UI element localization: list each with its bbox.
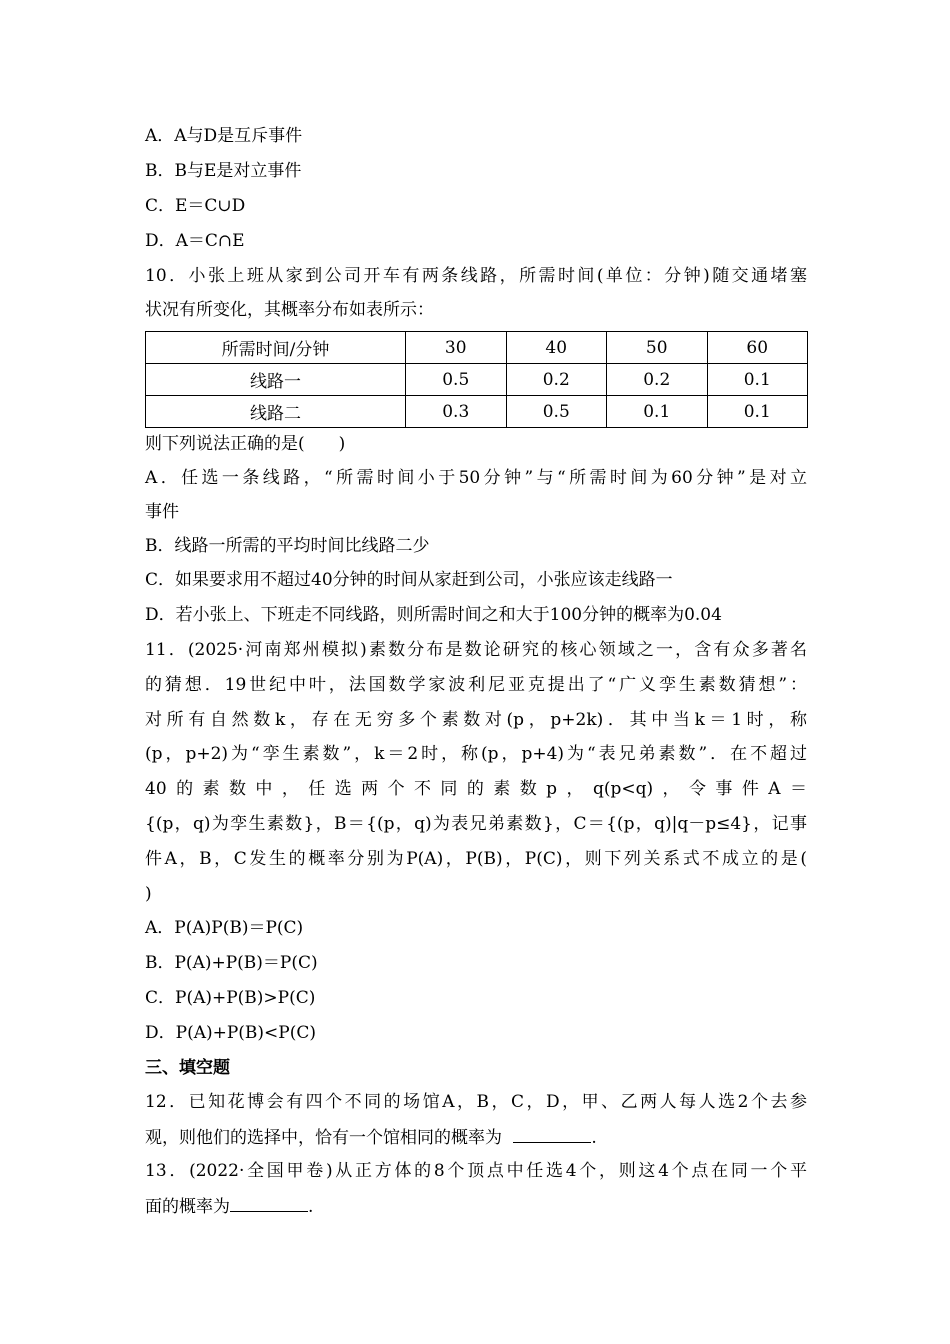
table-cell: 0.2 [607,364,708,396]
q11-line7: 件A，B，C发生的概率分别为P(A)，P(B)，P(C)，则下列关系式不成立的是( [145,849,807,869]
answer-blank[interactable] [513,1124,591,1143]
table-cell: 0.5 [506,396,607,428]
table-row [146,364,808,396]
q11-option-b: B．P(A)+P(B)＝P(C) [145,953,318,973]
q12-line2-text: 观，则他们的选择中，恰有一个馆相同的概率为 [145,1128,502,1148]
table-cell: 线路二 [146,396,406,428]
q10-option-d: D．若小张上、下班走不同线路，则所需时间之和大于100分钟的概率为0.04 [145,605,722,625]
q11-option-c: C．P(A)+P(B)>P(C) [145,988,316,1008]
table-header-cell: 60 [707,332,808,364]
table-cell: 0.1 [607,396,708,428]
q13-line2-text: 面的概率为 [145,1197,230,1217]
q11-line3: 对所有自然数k，存在无穷多个素数对(p，p+2k)．其中当k＝1时，称 [145,710,807,730]
q10-option-c: C．如果要求用不超过40分钟的时间从家赶到公司，小张应该走线路一 [145,570,673,590]
q11-line4: (p，p+2)为“孪生素数”，k＝2时，称(p，p+4)为“表兄弟素数”．在不超过 [145,744,807,764]
q11-line8: ) [145,884,152,904]
q11-line6: {(p，q)为孪生素数}，B＝{(p，q)为表兄弟素数}，C＝{(p，q)|q－p≤4}，记事 [145,814,807,834]
q10-option-a-line2: 事件 [145,502,179,522]
table-header-cell: 30 [406,332,507,364]
table-cell: 0.5 [406,364,507,396]
table-cell: 0.1 [707,396,808,428]
probability-table [145,331,808,428]
q12-line1: 12．已知花博会有四个不同的场馆A，B，C，D，甲、乙两人每人选2个去参 [145,1092,807,1112]
q11-option-a: A．P(A)P(B)＝P(C) [145,918,304,938]
table-cell: 0.2 [506,364,607,396]
q10-option-b: B．线路一所需的平均时间比线路二少 [145,536,430,556]
table-header-cell: 50 [607,332,708,364]
table-row [146,396,808,428]
q12-period: . [591,1128,597,1148]
q10-question: 则下列说法正确的是( ) [145,434,346,454]
q11-line1: 11．(2025·河南郑州模拟)素数分布是数论研究的核心领域之一，含有众多著名 [145,640,807,660]
table-cell: 线路一 [146,364,406,396]
q13-line2 [145,1193,313,1219]
table-header-row [146,332,808,364]
answer-blank[interactable] [230,1193,308,1212]
table-header-cell: 所需时间/分钟 [146,332,406,364]
q10-option-a-line1: A．任选一条线路，“所需时间小于50分钟”与“所需时间为60分钟”是对立 [145,468,807,488]
table-header-cell: 40 [506,332,607,364]
table-cell: 0.3 [406,396,507,428]
q13-line1: 13．(2022·全国甲卷)从正方体的8个顶点中任选4个，则这4个点在同一个平 [145,1161,807,1181]
q11-option-d: D．P(A)+P(B)<P(C) [145,1023,317,1043]
section-title: 三、填空题 [145,1058,230,1078]
q9-option-c: C．E＝C∪D [145,196,246,216]
q9-option-d: D．A＝C∩E [145,231,245,251]
q10-stem-line1: 10．小张上班从家到公司开车有两条线路，所需时间(单位：分钟)随交通堵塞 [145,266,807,286]
q9-option-a: A．A与D是互斥事件 [145,126,303,146]
q13-period: . [308,1197,314,1217]
q11-line5: 40的素数中，任选两个不同的素数p，q(p<q)，令事件A＝ [145,779,807,799]
table-cell: 0.1 [707,364,808,396]
q9-option-b: B．B与E是对立事件 [145,161,302,181]
q11-line2: 的猜想．19世纪中叶，法国数学家波利尼亚克提出了“广义孪生素数猜想”： [145,675,807,695]
q12-line2 [145,1124,597,1150]
q10-stem-line2: 状况有所变化，其概率分布如表所示： [145,300,434,320]
